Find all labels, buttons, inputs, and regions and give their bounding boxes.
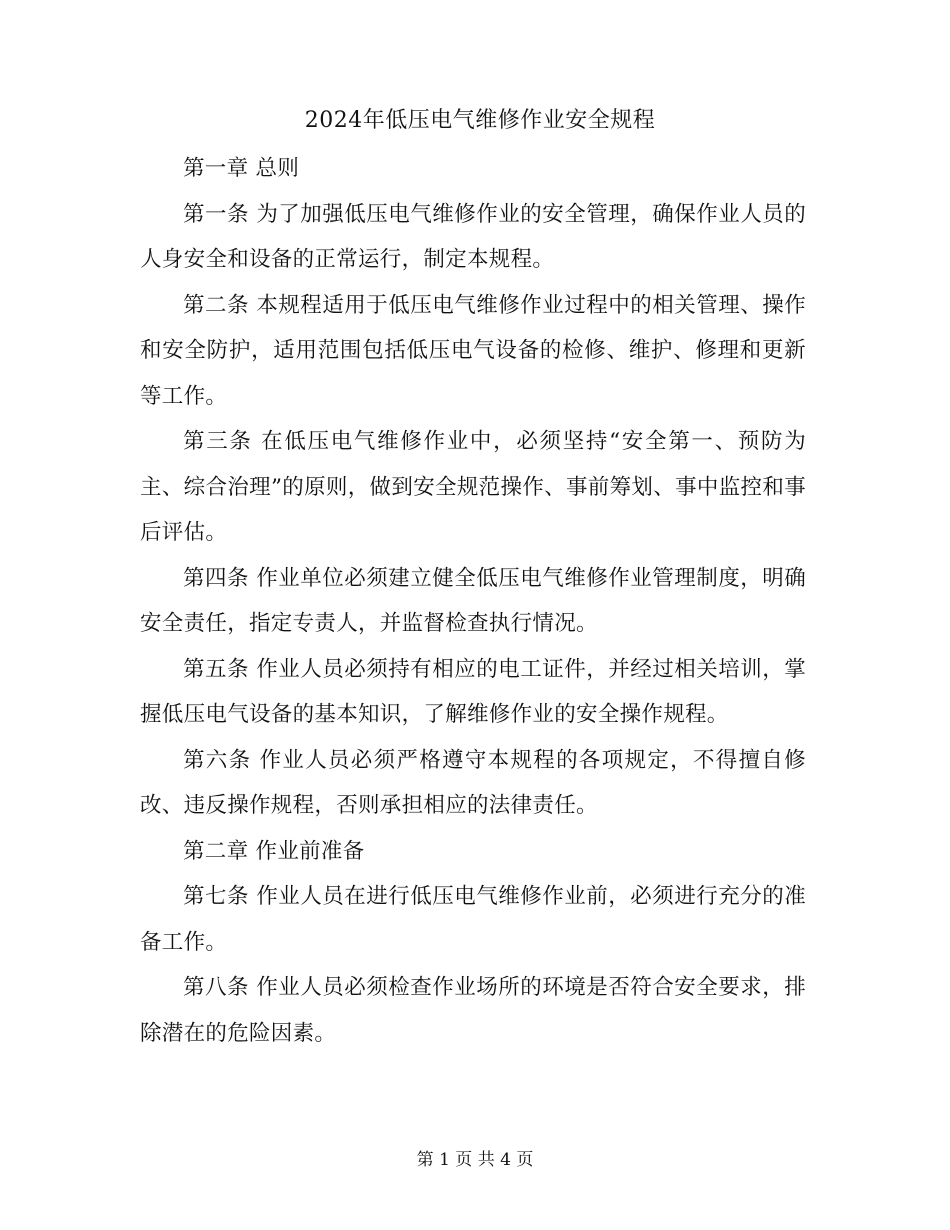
page-number-footer: 第 1 页 共 4 页 [416, 1150, 534, 1170]
article-paragraph: 第一条 为了加强低压电气维修作业的安全管理，确保作业人员的人身安全和设备的正常运行，制定本规程。 [140, 201, 806, 272]
article-paragraph: 第四条 作业单位必须建立健全低压电气维修作业管理制度，明确安全责任，指定专责人，并监督检查执行情况。 [140, 565, 806, 636]
article-paragraph: 第八条 作业人员必须检查作业场所的环境是否符合安全要求，排除潜在的危险因素。 [140, 975, 806, 1046]
article-paragraph: 第五条 作业人员必须持有相应的电工证件，并经过相关培训，掌握低压电气设备的基本知识，了解维修作业的安全操作规程。 [140, 656, 806, 727]
article-paragraph: 第七条 作业人员在进行低压电气维修作业前，必须进行充分的准备工作。 [140, 884, 806, 955]
article-paragraph: 第三条 在低压电气维修作业中，必须坚持“安全第一、预防为主、综合治理”的原则，做到安全规范操作、事前筹划、事中监控和事后评估。 [140, 429, 806, 545]
document-title: 2024年低压电气维修作业安全规程 [304, 108, 656, 133]
chapter-heading: 第一章 总则 [183, 156, 300, 181]
document-body [140, 96, 806, 1056]
chapter-heading: 第二章 作业前准备 [183, 838, 365, 864]
article-paragraph: 第二条 本规程适用于低压电气维修作业过程中的相关管理、操作和安全防护，适用范围包括低压电气设备的检修、维护、修理和更新等工作。 [140, 292, 806, 409]
article-paragraph: 第六条 作业人员必须严格遵守本规程的各项规定，不得擅自修改、违反操作规程，否则承担相应的法律责任。 [140, 747, 806, 818]
